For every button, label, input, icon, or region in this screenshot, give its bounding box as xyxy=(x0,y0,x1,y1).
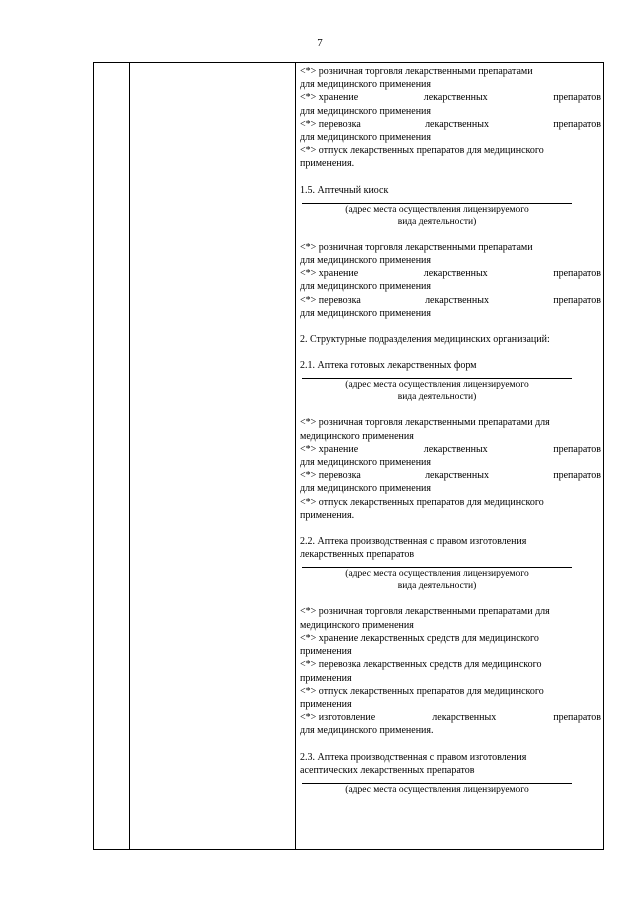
activity-word: <*> перевозка xyxy=(300,294,361,306)
activity-line xyxy=(300,118,601,131)
address-caption: вида деятельности) xyxy=(397,581,477,592)
activity-line-cont: медицинского применения xyxy=(300,619,414,631)
activity-line xyxy=(300,91,601,104)
activity-line xyxy=(300,658,601,671)
address-caption: (адрес места осуществления лицензируемого xyxy=(345,569,529,580)
activity-word: лекарственных xyxy=(423,443,488,455)
section-heading: 2.2. Аптека производственная с правом изготовления xyxy=(300,536,527,548)
activity-word: лекарственных xyxy=(423,92,488,104)
address-caption: (адрес места осуществления лицензируемого xyxy=(345,380,529,391)
activity-line xyxy=(300,294,601,307)
activity-word: препаратов xyxy=(553,470,601,482)
activity-word: <*> розничная торговля лекарственными препаратами для xyxy=(300,417,550,429)
activity-word: препаратов xyxy=(553,118,601,130)
activity-line-cont: для медицинского применения xyxy=(300,132,432,144)
section-heading: 1.5. Аптечный киоск xyxy=(300,184,389,196)
section-heading: 2.1. Аптека готовых лекарственных форм xyxy=(300,360,477,372)
activity-cell xyxy=(300,65,601,796)
section-heading: 2. Структурные подразделения медицинских организаций: xyxy=(300,334,550,346)
activity-word: препаратов xyxy=(553,268,601,280)
spacer xyxy=(300,171,601,184)
activity-word: <*> отпуск лекарственных препаратов для медицинского xyxy=(300,145,544,157)
activity-line xyxy=(300,416,601,429)
activity-word: препаратов xyxy=(553,92,601,104)
section-heading: 2.3. Аптека производственная с правом изготовления xyxy=(300,751,527,763)
activity-line-cont: для медицинского применения xyxy=(300,307,432,319)
activity-line xyxy=(300,711,601,724)
activity-line-cont: применения. xyxy=(300,158,355,170)
page-number: 7 xyxy=(317,37,323,49)
section-heading: асептических лекарственных препаратов xyxy=(300,764,475,776)
activity-word: <*> розничная торговля лекарственными препаратами xyxy=(300,66,533,77)
activity-word: <*> хранение xyxy=(300,443,359,455)
activity-line-cont: для медицинского применения xyxy=(300,255,432,267)
activity-word: препаратов xyxy=(553,294,601,306)
spacer xyxy=(300,403,601,416)
activity-word: <*> розничная торговля лекарственными препаратами для xyxy=(300,606,550,618)
activity-word: <*> хранение лекарственных средств для медицинского xyxy=(300,632,539,644)
spacer xyxy=(300,738,601,751)
activity-line xyxy=(300,267,601,280)
activity-line-cont: для медицинского применения xyxy=(300,105,432,117)
section-heading: лекарственных препаратов xyxy=(300,549,415,561)
address-caption: вида деятельности) xyxy=(397,216,477,227)
activity-word: лекарственных xyxy=(425,470,489,482)
address-caption: (адрес места осуществления лицензируемого xyxy=(345,204,529,215)
activity-word: <*> перевозка xyxy=(300,118,361,130)
activity-line-cont: для медицинского применения xyxy=(300,281,432,293)
activity-line xyxy=(300,65,601,78)
activity-line xyxy=(300,632,601,645)
spacer xyxy=(300,320,601,333)
activity-word: лекарственных xyxy=(425,294,489,306)
activity-word: <*> хранение xyxy=(300,268,359,280)
activity-line-cont: применения xyxy=(300,672,352,684)
activity-line-cont: применения xyxy=(300,698,352,710)
activity-word: <*> отпуск лекарственных препаратов для медицинского xyxy=(300,685,544,697)
activity-word: <*> хранение xyxy=(300,92,359,104)
activity-word: <*> отпуск лекарственных препаратов для медицинского xyxy=(300,496,544,508)
activity-line-cont: применения. xyxy=(300,509,355,521)
activity-word: лекарственных xyxy=(432,712,497,724)
column-divider-1 xyxy=(129,63,130,849)
activity-word: препаратов xyxy=(553,712,601,724)
activity-word: <*> перевозка лекарственных средств для медицинского xyxy=(300,659,542,671)
activity-word: лекарственных xyxy=(423,268,488,280)
activity-word: <*> перевозка xyxy=(300,470,361,482)
address-caption: вида деятельности) xyxy=(397,392,477,403)
spacer xyxy=(300,592,601,605)
table-frame xyxy=(93,62,604,850)
activity-line xyxy=(300,443,601,456)
activity-line-cont: для медицинского применения xyxy=(300,483,432,495)
activity-line-cont: применения xyxy=(300,646,352,658)
activity-line-cont: для медицинского применения. xyxy=(300,725,434,737)
activity-line-cont: для медицинского применения xyxy=(300,79,432,91)
activity-line xyxy=(300,469,601,482)
spacer xyxy=(300,228,601,241)
activity-line xyxy=(300,496,601,509)
activity-line-cont: для медицинского применения xyxy=(300,457,432,469)
activity-line xyxy=(300,241,601,254)
activity-line-cont: медицинского применения xyxy=(300,430,414,442)
spacer xyxy=(300,522,601,535)
activity-word: <*> розничная торговля лекарственными препаратами xyxy=(300,241,533,253)
address-caption: (адрес места осуществления лицензируемого xyxy=(345,784,529,795)
column-divider-2 xyxy=(295,63,296,849)
activity-word: <*> изготовление xyxy=(300,712,376,724)
activity-word: препаратов xyxy=(553,443,601,455)
activity-line xyxy=(300,144,601,157)
activity-line xyxy=(300,605,601,618)
activity-word: лекарственных xyxy=(425,118,489,130)
spacer xyxy=(300,346,601,359)
activity-line xyxy=(300,685,601,698)
